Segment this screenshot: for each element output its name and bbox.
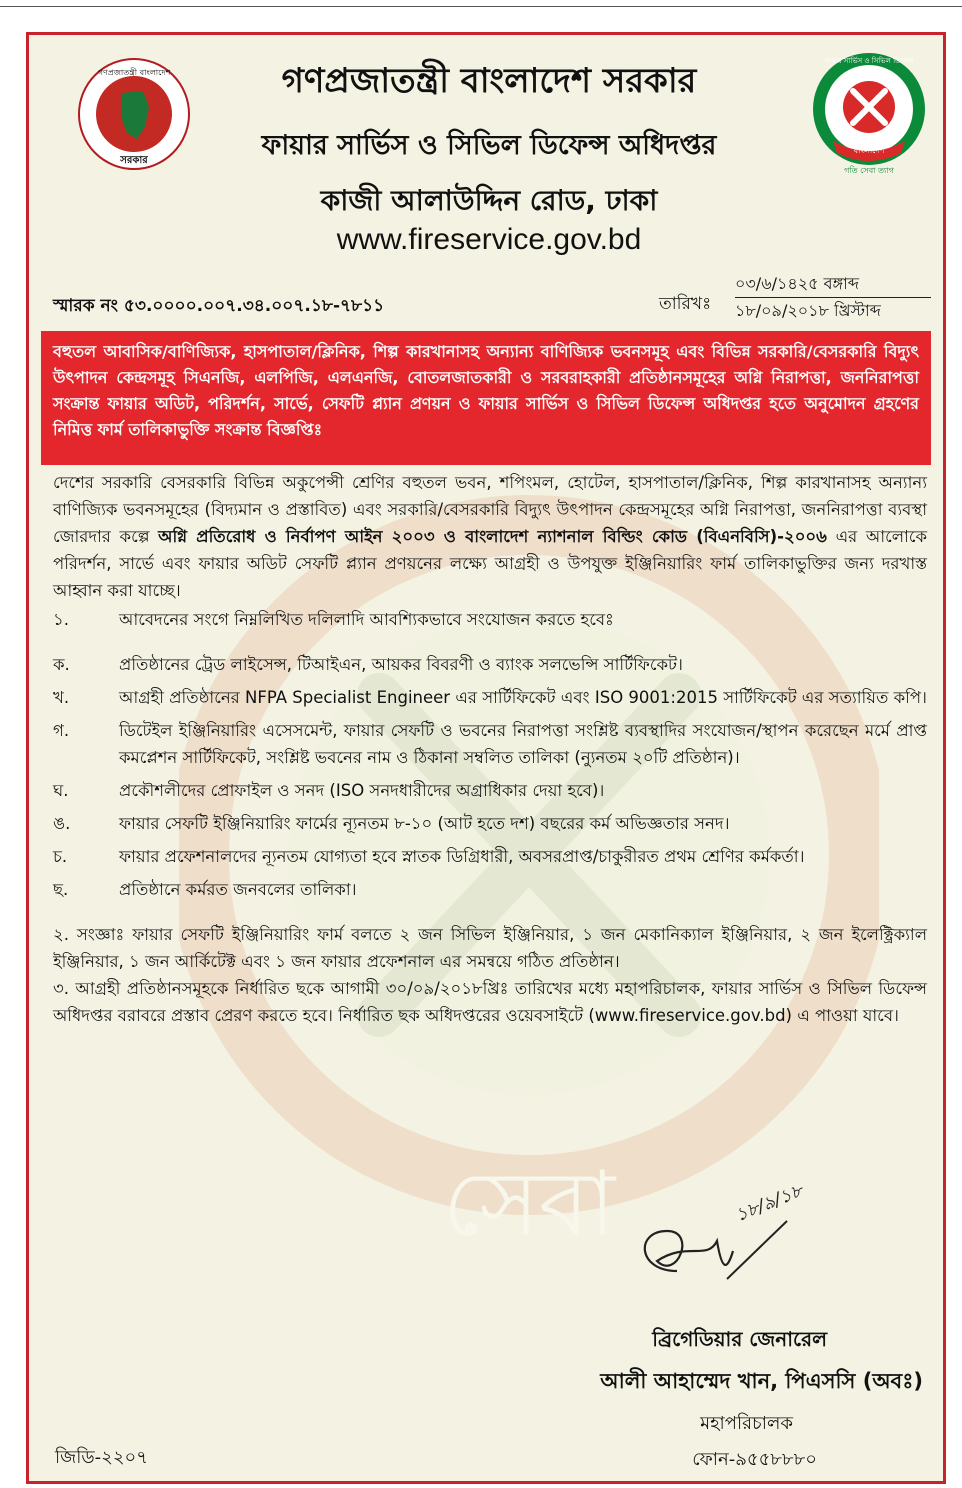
department-address: কাজী আলাউদ্দিন রোড, ঢাকা bbox=[320, 184, 658, 217]
gd-reference: জিডি-২২০৭ bbox=[55, 1447, 148, 1468]
requirement-marker: চ. bbox=[53, 847, 68, 866]
requirements-list bbox=[53, 651, 927, 903]
requirement-item bbox=[53, 810, 927, 837]
signer-name: আলী আহাম্মেদ খান, পিএসসি (অবঃ) bbox=[600, 1369, 923, 1393]
svg-text:গণপ্রজাতন্ত্রী বাংলাদেশ: গণপ্রজাতন্ত্রী বাংলাদেশ bbox=[97, 68, 171, 77]
requirement-text: ডিটেইল ইঞ্জিনিয়ারিং এসেসমেন্ট, ফায়ার সেফটি ও ভবনের নিরাপত্তা সংশ্লিষ্ট ব্যবস্থাদির সংযোজন/স্থাপন করেছেন মর্মে প্রাপ্ত কমপ্লেশন সার্টিফিকেট, সংশ্লিষ্ট ভবনের নাম ও ঠিকানা সম্বলিত তালিকা (ন্যুনতম ২০টি প্রতিষ্ঠান)। bbox=[119, 721, 927, 767]
requirement-marker: খ. bbox=[53, 688, 70, 707]
department-website: www.fireservice.gov.bd bbox=[336, 223, 642, 256]
intro-paragraph: দেশের সরকারি বেসরকারি বিভিন্ন অকুপেন্সী শ্রেণির বহুতল ভবন, শপিংমল, হোটেল, হাসপাতাল/ক্লিনিক, শিল্প কারখানাসহ অন্যান্য বাণিজ্যিক ভবনসমূহের (বিদ্যমান ও প্রস্তাবিত) এবং সরকারি/বেসরকারি বিদ্যুৎ উৎপাদন কেন্দ্রসমূহের অগ্নি নিরাপত্তা, জননিরাপত্তা ব্যবস্থা জোরদার কল্পে অগ্নি প্রতিরোধ ও নির্বাপণ আইন ২০০৩ ও বাংলাদেশ ন্যাশনাল বিল্ডিং কোড (বিএনবিসি)-২০০৬ এর আলোকে পরিদর্শন, সার্ভে এবং ফায়ার অডিট সেফটি প্ল্যান প্রণয়নের লক্ষ্যে আগ্রহী ও উপযুক্ত ইঞ্জিনিয়ারিং ফার্ম তালিকাভুক্তির জন্য দরখাস্ত আহ্বান করা যাচ্ছে। bbox=[53, 473, 928, 600]
department-title: ফায়ার সার্ভিস ও সিভিল ডিফেন্স অধিদপ্তর bbox=[261, 130, 717, 161]
notice-title-box: বহুতল আবাসিক/বাণিজ্যিক, হাসপাতাল/ক্লিনিক, শিল্প কারখানাসহ অন্যান্য বাণিজ্যিক ভবনসমূহ এবং বিভিন্ন সরকারি/বেসরকারি বিদ্যুৎ উৎপাদন কেন্দ্রসমূহ সিএনজি, এলপিজি, এলএনজি, বোতলজাতকারী ও সরবরাহকারী প্রতিষ্ঠানসমূহের অগ্নি নিরাপত্তা, জননিরাপত্তা সংক্রান্ত ফায়ার অডিট, পরিদর্শন, সার্ভে, সেফটি প্ল্যান প্রণয়ন ও ফায়ার সার্ভিস ও সিভিল ডিফেন্স অধিদপ্তর হতে অনুমোদন গ্রহণের নিমিত্ত ফার্ম তালিকাভুক্তি সংক্রান্ত বিজ্ঞপ্তিঃ bbox=[41, 331, 931, 465]
requirement-text: ফায়ার সেফটি ইঞ্জিনিয়ারিং ফার্মের ন্যূনতম ৮-১০ (আট হতে দশ) বছরের কর্ম অভিজ্ঞতার সনদ। bbox=[119, 814, 730, 833]
requirement-marker: ঙ. bbox=[53, 814, 71, 833]
date-box bbox=[735, 271, 931, 324]
svg-text:সরকার: সরকার bbox=[120, 155, 148, 166]
date-gregorian: ১৮/০৯/২০১৮ খ্রিস্টাব্দ bbox=[735, 301, 881, 320]
signature-date: ১৮/৯/১৮ bbox=[732, 1180, 806, 1227]
requirement-item bbox=[53, 651, 927, 678]
svg-text:বাংলাদেশ: বাংলাদেশ bbox=[853, 146, 885, 155]
requirement-item bbox=[53, 684, 927, 711]
section-1 bbox=[53, 606, 927, 633]
requirement-marker: গ. bbox=[53, 721, 70, 740]
fire-service-emblem bbox=[807, 49, 931, 177]
requirement-marker: ঘ. bbox=[53, 781, 69, 800]
section-2: ২. সংজ্ঞাঃ ফায়ার সেফটি ইঞ্জিনিয়ারিং ফার্ম বলতে ২ জন সিভিল ইঞ্জিনিয়ার, ১ জন মেকানিক্যাল ইঞ্জিনিয়ার, ২ জন ইলেক্ট্রিক্যাল ইঞ্জিনিয়ার, ১ জন আর্কিটেক্ট এবং ১ জন ফায়ার প্রফেশনাল এর সমন্বয়ে গঠিত প্রতিষ্ঠান। bbox=[53, 925, 927, 971]
date-bangla: ০৩/৬/১৪২৫ বঙ্গাব্দ bbox=[735, 271, 931, 298]
signer-rank: ব্রিগেডিয়ার জেনারেল bbox=[652, 1327, 827, 1351]
svg-text:ফায়ার সার্ভিস ও সিভিল ডিফেন্স: ফায়ার সার্ভিস ও সিভিল ডিফেন্স bbox=[824, 57, 914, 65]
requirement-item bbox=[53, 876, 927, 903]
signer-phone: ফোন-৯৫৫৮৮৮০ bbox=[692, 1449, 817, 1470]
signer-designation: মহাপরিচালক bbox=[700, 1413, 793, 1434]
svg-text:গতি সেবা ত্যাগ: গতি সেবা ত্যাগ bbox=[844, 166, 894, 175]
requirement-item bbox=[53, 717, 927, 771]
requirement-text: ফায়ার প্রফেশনালদের ন্যূনতম যোগ্যতা হবে স্নাতক ডিগ্রিধারী, অবসরপ্রাপ্ত/চাকুরীরত প্রথম শ্রেণির কর্মকর্তা। bbox=[119, 847, 805, 866]
requirement-text: আগ্রহী প্রতিষ্ঠানের NFPA Specialist Engineer এর সার্টিফিকেট এবং ISO 9001:2015 সার্টিফিকেট এর সত্যায়িত কপি। bbox=[119, 688, 927, 707]
requirement-marker: ক. bbox=[53, 655, 70, 674]
section-1-marker: ১. bbox=[53, 610, 69, 629]
requirement-text: প্রতিষ্ঠানের ট্রেড লাইসেন্স, টিআইএন, আয়কর বিবরণী ও ব্যাংক সলভেন্সি সার্টিফিকেট। bbox=[119, 655, 683, 674]
requirement-item bbox=[53, 777, 927, 804]
section-3: ৩. আগ্রহী প্রতিষ্ঠানসমূহকে নির্ধারিত ছকে আগামী ৩০/০৯/২০১৮খ্রিঃ তারিখের মধ্যে মহাপরিচালক, ফায়ার সার্ভিস ও সিভিল ডিফেন্স অধিদপ্তর বরাবরে প্রস্তাব প্রেরণ করতে হবে। নির্ধারিত ছক অধিদপ্তরের ওয়েবসাইটে (www.fireservice.gov.bd) এ পাওয়া যাবে। bbox=[53, 979, 927, 1025]
requirement-marker: ছ. bbox=[53, 880, 69, 899]
date-label: তারিখঃ bbox=[659, 294, 712, 314]
top-rule bbox=[0, 6, 962, 7]
memo-number: স্মারক নং ৫৩.০০০০.০০৭.৩৪.০০৭.১৮-৭৮১১ bbox=[53, 296, 385, 316]
requirement-item bbox=[53, 843, 927, 870]
intro-law-reference: অগ্নি প্রতিরোধ ও নির্বাপণ আইন ২০০৩ ও বাংলাদেশ ন্যাশনাল বিল্ডিং কোড (বিএনবিসি)-২০০৬ bbox=[158, 527, 827, 546]
requirement-text: প্রকৌশলীদের প্রোফাইল ও সনদ (ISO সনদধারীদের অগ্রাধিকার দেয়া হবে)। bbox=[119, 781, 605, 800]
notice-body bbox=[53, 469, 927, 1029]
section-1-text: আবেদনের সংগে নিম্নলিখিত দলিলাদি আবশ্যিকভাবে সংযোজন করতে হবেঃ bbox=[119, 610, 614, 629]
notice-frame bbox=[26, 32, 946, 1484]
govt-title: গণপ্রজাতন্ত্রী বাংলাদেশ সরকার bbox=[281, 61, 697, 101]
svg-text:সেবা: সেবা bbox=[442, 1152, 616, 1257]
bangladesh-govt-emblem bbox=[77, 57, 191, 171]
requirement-text: প্রতিষ্ঠানে কর্মরত জনবলের তালিকা। bbox=[119, 880, 357, 899]
handwritten-signature bbox=[617, 1201, 827, 1291]
